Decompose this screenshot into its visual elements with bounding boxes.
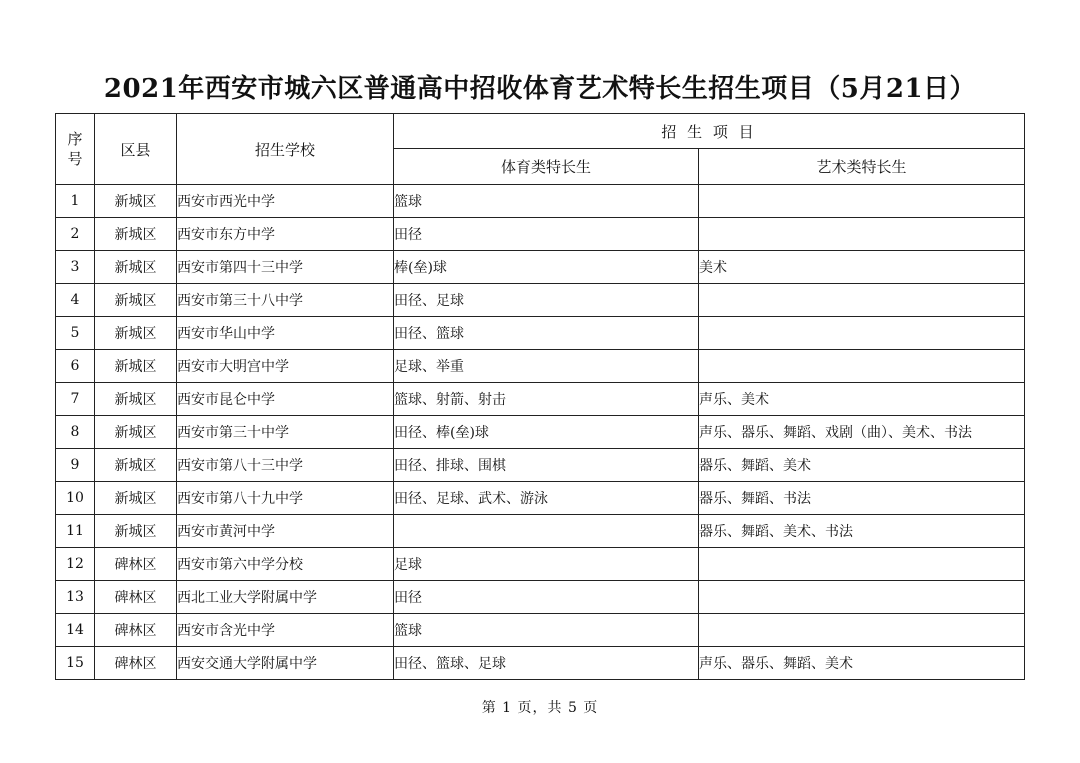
row-sports: 篮球 xyxy=(394,614,699,647)
row-number: 4 xyxy=(56,284,95,317)
row-number: 6 xyxy=(56,350,95,383)
header-seq: 序号 xyxy=(56,114,95,185)
row-arts: 美术 xyxy=(699,251,1025,284)
row-school: 西安市第三十中学 xyxy=(177,416,394,449)
row-sports: 田径、排球、围棋 xyxy=(394,449,699,482)
row-arts: 器乐、舞蹈、美术、书法 xyxy=(699,515,1025,548)
row-district: 新城区 xyxy=(95,284,177,317)
row-district: 新城区 xyxy=(95,350,177,383)
row-sports: 田径 xyxy=(394,218,699,251)
row-number: 9 xyxy=(56,449,95,482)
table-row xyxy=(56,614,1025,647)
page-title: 2021年西安市城六区普通高中招收体育艺术特长生招生项目（5月21日） xyxy=(103,74,977,104)
row-arts xyxy=(699,581,1025,614)
row-school: 西北工业大学附属中学 xyxy=(177,581,394,614)
header-items: 招 生 项 目 xyxy=(394,114,1025,149)
table-row xyxy=(56,647,1025,680)
table-row xyxy=(56,383,1025,416)
row-number: 8 xyxy=(56,416,95,449)
row-sports: 田径、篮球、足球 xyxy=(394,647,699,680)
row-school: 西安市昆仑中学 xyxy=(177,383,394,416)
row-number: 10 xyxy=(56,482,95,515)
row-sports: 足球、举重 xyxy=(394,350,699,383)
row-district: 碑林区 xyxy=(95,614,177,647)
row-arts xyxy=(699,548,1025,581)
row-school: 西安市第八十九中学 xyxy=(177,482,394,515)
row-school: 西安市大明宫中学 xyxy=(177,350,394,383)
row-sports: 田径 xyxy=(394,581,699,614)
row-school: 西安交通大学附属中学 xyxy=(177,647,394,680)
row-sports: 棒(垒)球 xyxy=(394,251,699,284)
row-sports: 篮球、射箭、射击 xyxy=(394,383,699,416)
table-row xyxy=(56,317,1025,350)
row-district: 碑林区 xyxy=(95,581,177,614)
table-row xyxy=(56,482,1025,515)
row-school: 西安市第六中学分校 xyxy=(177,548,394,581)
row-district: 新城区 xyxy=(95,515,177,548)
row-district: 新城区 xyxy=(95,185,177,218)
row-school: 西安市第八十三中学 xyxy=(177,449,394,482)
row-arts: 器乐、舞蹈、美术 xyxy=(699,449,1025,482)
row-district: 新城区 xyxy=(95,449,177,482)
row-arts: 器乐、舞蹈、书法 xyxy=(699,482,1025,515)
row-school: 西安市东方中学 xyxy=(177,218,394,251)
row-arts: 声乐、器乐、舞蹈、美术 xyxy=(699,647,1025,680)
row-number: 15 xyxy=(56,647,95,680)
row-number: 3 xyxy=(56,251,95,284)
row-district: 新城区 xyxy=(95,482,177,515)
enrollment-table xyxy=(55,113,1025,680)
row-number: 1 xyxy=(56,185,95,218)
row-sports: 足球 xyxy=(394,548,699,581)
row-number: 7 xyxy=(56,383,95,416)
row-arts: 声乐、美术 xyxy=(699,383,1025,416)
header-sports: 体育类特长生 xyxy=(394,149,699,185)
table-row xyxy=(56,416,1025,449)
header-arts: 艺术类特长生 xyxy=(699,149,1025,185)
header-district: 区县 xyxy=(95,114,177,185)
row-sports: 田径、足球 xyxy=(394,284,699,317)
header-row-1 xyxy=(56,114,1025,149)
row-school: 西安市第四十三中学 xyxy=(177,251,394,284)
row-number: 12 xyxy=(56,548,95,581)
header-school: 招生学校 xyxy=(177,114,394,185)
row-sports: 田径、篮球 xyxy=(394,317,699,350)
row-arts xyxy=(699,614,1025,647)
row-district: 新城区 xyxy=(95,251,177,284)
table-row xyxy=(56,548,1025,581)
table-row xyxy=(56,284,1025,317)
page-footer: 第 1 页，共 5 页 xyxy=(481,700,599,716)
row-sports xyxy=(394,515,699,548)
row-district: 碑林区 xyxy=(95,647,177,680)
row-school: 西安市华山中学 xyxy=(177,317,394,350)
table-row xyxy=(56,251,1025,284)
table-row xyxy=(56,449,1025,482)
row-school: 西安市第三十八中学 xyxy=(177,284,394,317)
row-sports: 田径、棒(垒)球 xyxy=(394,416,699,449)
table-row xyxy=(56,185,1025,218)
row-number: 5 xyxy=(56,317,95,350)
table-row xyxy=(56,218,1025,251)
row-school: 西安市含光中学 xyxy=(177,614,394,647)
table-row xyxy=(56,515,1025,548)
row-number: 13 xyxy=(56,581,95,614)
row-district: 新城区 xyxy=(95,383,177,416)
row-district: 新城区 xyxy=(95,416,177,449)
row-arts xyxy=(699,218,1025,251)
table-row xyxy=(56,581,1025,614)
row-number: 14 xyxy=(56,614,95,647)
row-number: 2 xyxy=(56,218,95,251)
row-arts xyxy=(699,284,1025,317)
row-arts: 声乐、器乐、舞蹈、戏剧（曲）、美术、书法 xyxy=(699,416,1025,449)
row-district: 碑林区 xyxy=(95,548,177,581)
row-school: 西安市西光中学 xyxy=(177,185,394,218)
row-sports: 篮球 xyxy=(394,185,699,218)
row-school: 西安市黄河中学 xyxy=(177,515,394,548)
row-arts xyxy=(699,317,1025,350)
row-sports: 田径、足球、武术、游泳 xyxy=(394,482,699,515)
row-arts xyxy=(699,185,1025,218)
row-district: 新城区 xyxy=(95,218,177,251)
row-district: 新城区 xyxy=(95,317,177,350)
table-row xyxy=(56,350,1025,383)
row-number: 11 xyxy=(56,515,95,548)
row-arts xyxy=(699,350,1025,383)
